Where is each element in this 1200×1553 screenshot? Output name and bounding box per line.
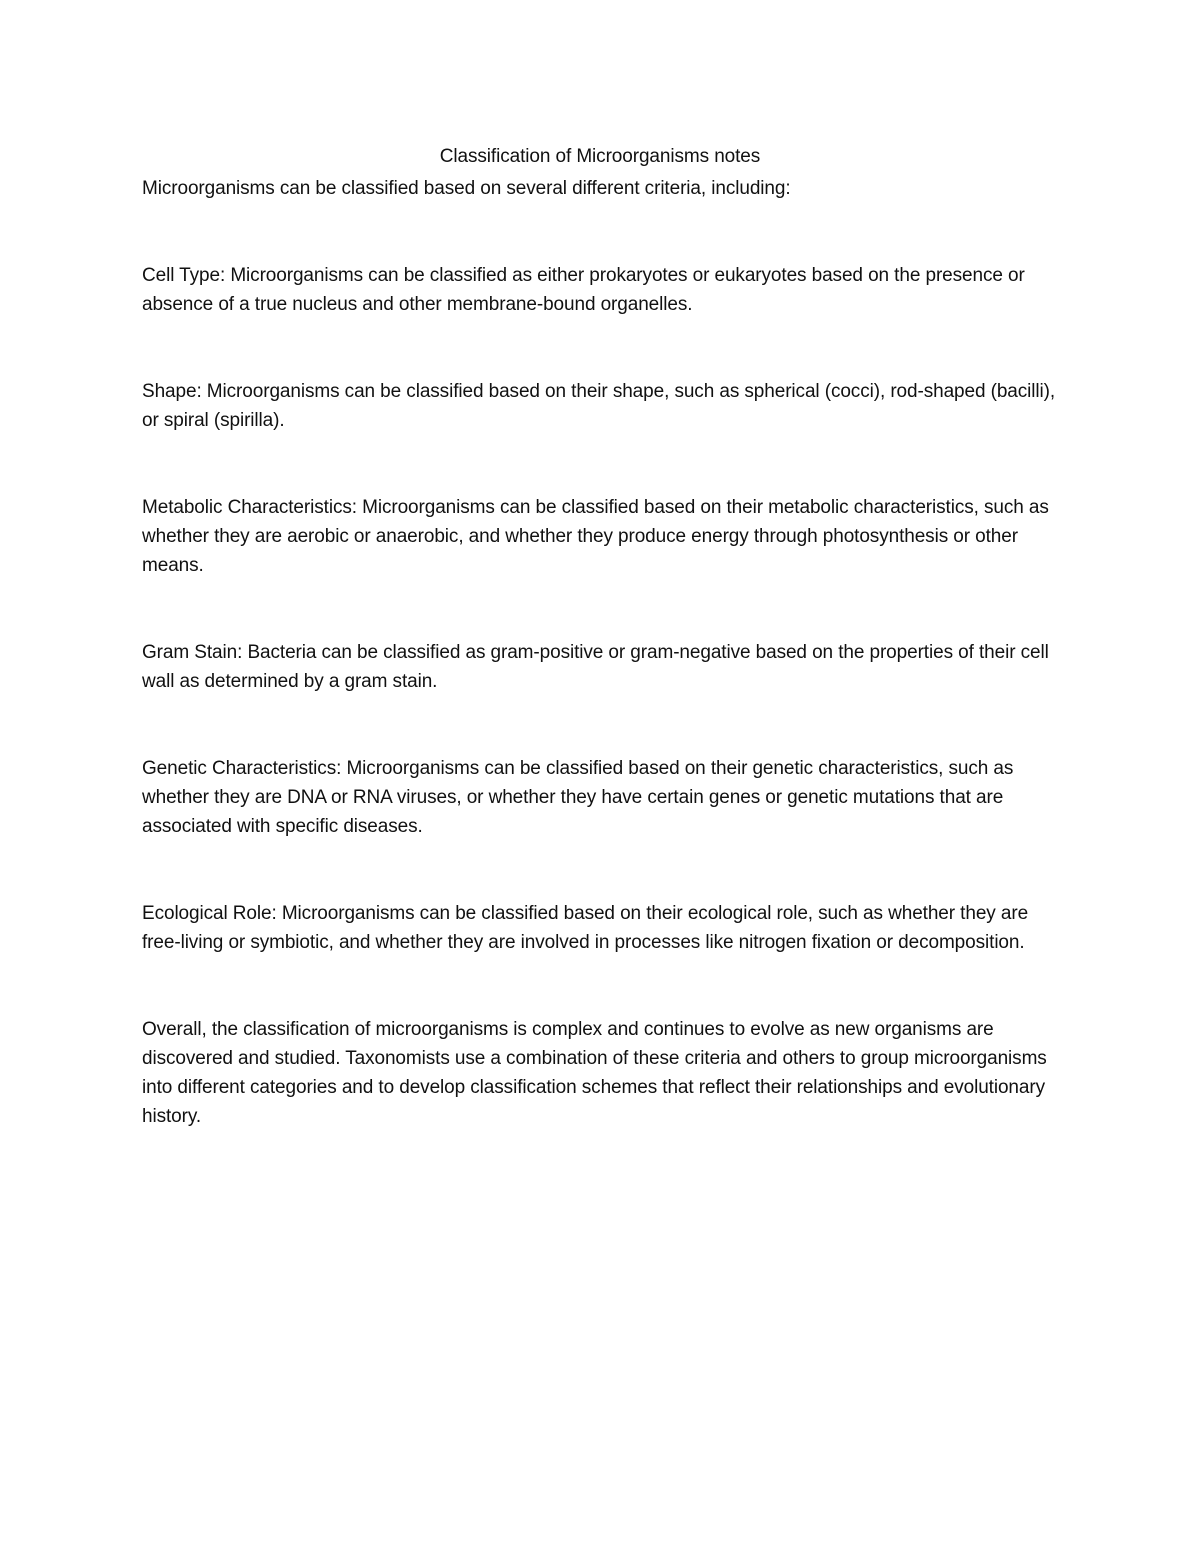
section-label: Cell Type: [142,265,226,286]
document-body [142,142,1058,1131]
section-text: Microorganisms can be classified based on their metabolic characteristics, such as whether they are aerobic or anaerobic, and whether they produce energy through photosynthesis or other means. [142,497,1049,576]
closing-paragraph: Overall, the classification of microorganisms is complex and continues to evolve as new organisms are discovered and studied. Taxonomists use a combination of these criteria and others to group microorganisms into different categories and to develop classification schemes that reflect their relationships and evolutionary history. [142,1019,1047,1127]
section-text: Microorganisms can be classified based on their shape, such as spherical (cocci), rod-shaped (bacilli), or spiral (spirilla). [142,381,1056,431]
section-label: Gram Stain: [142,642,243,663]
section-cell-type [142,261,1058,319]
section-text: Microorganisms can be classified based on their genetic characteristics, such as whether they are DNA or RNA viruses, or whether they have certain genes or genetic mutations that are associated with specific diseases. [142,758,1014,837]
section-text: Microorganisms can be classified as either prokaryotes or eukaryotes based on the presence or absence of a true nucleus and other membrane-bound organelles. [142,265,1025,315]
section-shape [142,377,1058,435]
document-title: Classification of Microorganisms notes [439,146,761,167]
section-metabolic-characteristics [142,493,1058,580]
section-label: Ecological Role: [142,903,277,924]
section-label: Shape: [142,381,202,402]
section-ecological-role [142,899,1058,957]
section-label: Metabolic Characteristics: [142,497,357,518]
section-genetic-characteristics [142,754,1058,841]
intro-paragraph: Microorganisms can be classified based on several different criteria, including: [142,178,791,199]
section-label: Genetic Characteristics: [142,758,342,779]
section-gram-stain [142,638,1058,696]
section-text: Bacteria can be classified as gram-positive or gram-negative based on the properties of their cell wall as determined by a gram stain. [142,642,1049,692]
section-text: Microorganisms can be classified based on their ecological role, such as whether they are free-living or symbiotic, and whether they are involved in processes like nitrogen fixation or decomposition. [142,903,1029,953]
